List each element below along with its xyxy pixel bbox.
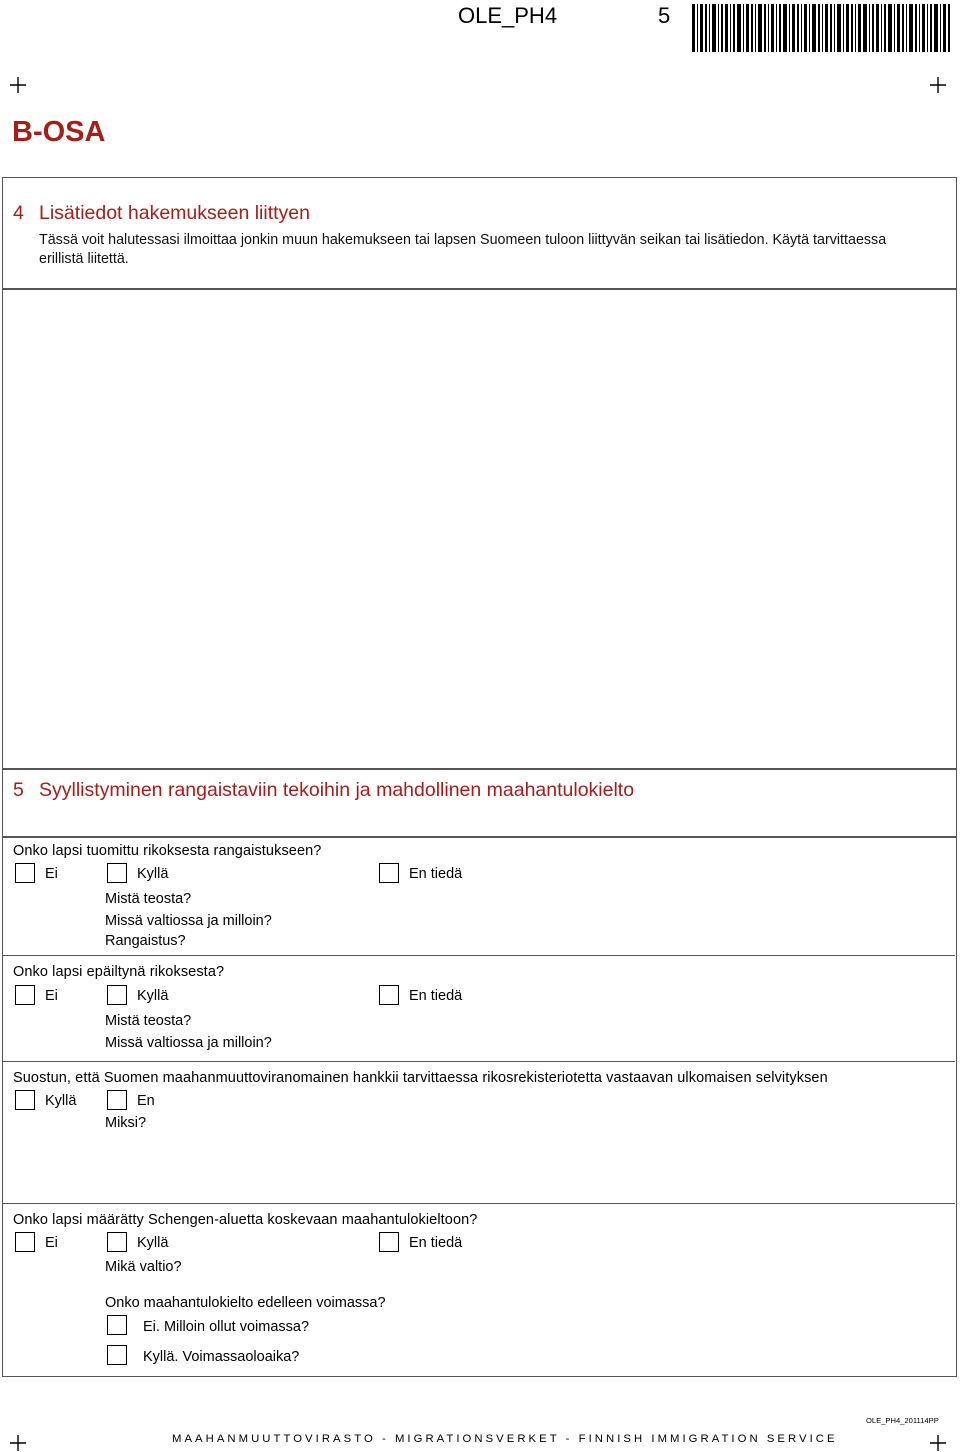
- divider: [3, 1061, 955, 1062]
- q1-unknown-checkbox[interactable]: [379, 863, 399, 883]
- q3-yes-checkbox[interactable]: [15, 1090, 35, 1110]
- section4-number: 4: [13, 202, 24, 224]
- q4-sub-still-valid: Onko maahantulokielto edelleen voimassa?: [105, 1295, 386, 1311]
- registration-mark-icon: [929, 1434, 947, 1452]
- registration-mark-icon: [9, 1434, 27, 1452]
- q2-no-label: Ei: [45, 988, 58, 1004]
- section4-instruction-line2: erillistä liitettä.: [39, 251, 129, 267]
- registration-mark-icon: [9, 76, 27, 94]
- q1-sub-what: Mistä teosta?: [105, 891, 192, 907]
- section4-title: [13, 202, 310, 225]
- q4-still-valid-no-label: Ei. Milloin ollut voimassa?: [143, 1319, 310, 1335]
- q4-sub-country: Mikä valtio?: [105, 1259, 182, 1275]
- q3-yes-label: Kyllä: [45, 1093, 77, 1109]
- section5-questions: [2, 836, 957, 1377]
- divider: [3, 955, 955, 956]
- agency-footer: MAAHANMUUTTOVIRASTO - MIGRATIONSVERKET - FINNISH IMMIGRATION SERVICE: [172, 1433, 838, 1445]
- page-number: 5: [658, 3, 671, 28]
- q1-unknown-label: En tiedä: [409, 866, 463, 882]
- q4-question: Onko lapsi määrätty Schengen-aluetta koskevaan maahantulokieltoon?: [13, 1212, 478, 1228]
- divider: [3, 1203, 955, 1204]
- q1-sub-where: Missä valtiossa ja milloin?: [105, 913, 272, 929]
- q2-unknown-checkbox[interactable]: [379, 985, 399, 1005]
- q2-question: Onko lapsi epäiltynä rikoksesta?: [13, 964, 225, 980]
- section4-header: [2, 177, 957, 290]
- q4-unknown-label: En tiedä: [409, 1235, 463, 1251]
- q3-no-checkbox[interactable]: [107, 1090, 127, 1110]
- section4-answer-field[interactable]: [2, 288, 957, 770]
- registration-mark-icon: [929, 76, 947, 94]
- section5-title-text: Syyllistyminen rangaistaviin tekoihin ja mahdollinen maahantulokielto: [39, 779, 635, 801]
- q4-no-checkbox[interactable]: [15, 1232, 35, 1252]
- q1-question: Onko lapsi tuomittu rikoksesta rangaistukseen?: [13, 843, 322, 859]
- q1-no-label: Ei: [45, 866, 58, 882]
- q2-yes-label: Kyllä: [137, 988, 169, 1004]
- q2-sub-what: Mistä teosta?: [105, 1013, 192, 1029]
- q3-sub-why: Miksi?: [105, 1115, 147, 1131]
- q4-yes-label: Kyllä: [137, 1235, 169, 1251]
- section5-number: 5: [13, 779, 24, 801]
- form-code: OLE_PH4: [458, 3, 558, 28]
- q1-yes-label: Kyllä: [137, 866, 169, 882]
- section4-title-text: Lisätiedot hakemukseen liittyen: [39, 202, 310, 224]
- q1-no-checkbox[interactable]: [15, 863, 35, 883]
- q2-unknown-label: En tiedä: [409, 988, 463, 1004]
- q2-sub-where: Missä valtiossa ja milloin?: [105, 1035, 272, 1051]
- q3-no-label: En: [137, 1093, 155, 1109]
- q4-no-label: Ei: [45, 1235, 58, 1251]
- q1-yes-checkbox[interactable]: [107, 863, 127, 883]
- form-version-code: OLE_PH4_201114PP: [866, 1416, 939, 1425]
- q4-still-valid-yes-label: Kyllä. Voimassaoloaika?: [143, 1349, 300, 1365]
- q3-question: Suostun, että Suomen maahanmuuttoviranomainen hankkii tarvittaessa rikosrekisteriotetta vastaavan ulkomaisen selvityksen: [13, 1070, 828, 1086]
- q4-yes-checkbox[interactable]: [107, 1232, 127, 1252]
- q4-unknown-checkbox[interactable]: [379, 1232, 399, 1252]
- section5-title: [13, 779, 634, 802]
- q4-still-valid-no-checkbox[interactable]: [107, 1315, 127, 1335]
- barcode-icon: [692, 4, 950, 52]
- q1-sub-penalty: Rangaistus?: [105, 933, 186, 949]
- q2-yes-checkbox[interactable]: [107, 985, 127, 1005]
- part-title: B-OSA: [12, 116, 106, 148]
- q4-still-valid-yes-checkbox[interactable]: [107, 1345, 127, 1365]
- q2-no-checkbox[interactable]: [15, 985, 35, 1005]
- section4-instruction: [39, 231, 944, 269]
- section5-header: [2, 768, 957, 838]
- section4-instruction-line1: Tässä voit halutessasi ilmoittaa jonkin muun hakemukseen tai lapsen Suomeen tuloon liittyvän seikan tai lisätiedon. Käytä tarvittaessa: [39, 232, 887, 248]
